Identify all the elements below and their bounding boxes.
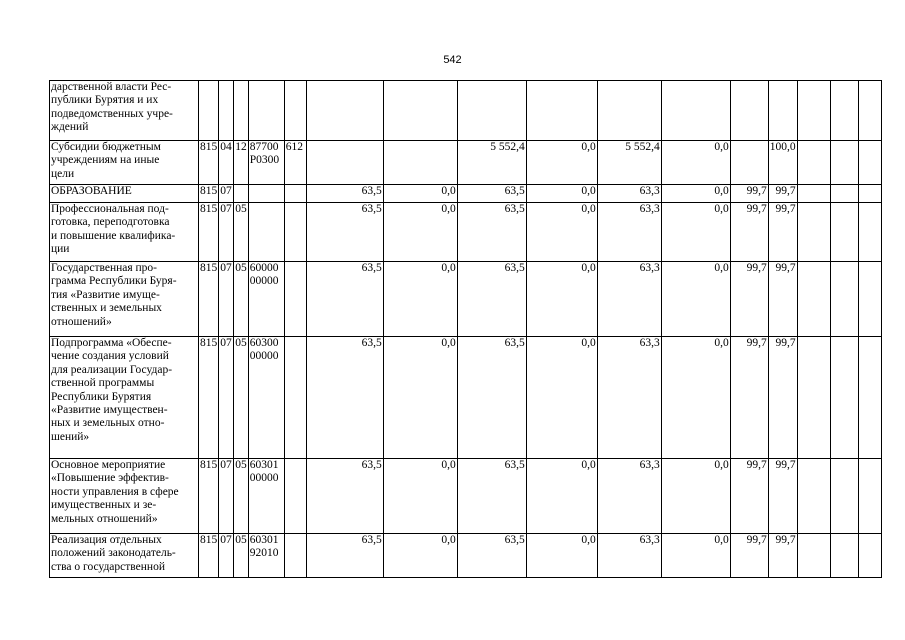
- extra-col-1: [797, 141, 830, 185]
- section-code: 07: [219, 203, 234, 262]
- table-row: [50, 262, 882, 337]
- plan-col-4: 0,0: [526, 203, 597, 262]
- row-name: [50, 459, 199, 534]
- plan-col-1: 63,5: [306, 203, 383, 262]
- extra-col-2: [830, 262, 858, 337]
- plan-col-1: 63,5: [306, 185, 383, 203]
- plan-col-4: 0,0: [526, 534, 597, 578]
- section-code: 07: [219, 337, 234, 459]
- extra-col-2: [830, 185, 858, 203]
- row-name: [50, 262, 199, 337]
- exec-col-1: 63,3: [597, 185, 661, 203]
- subsection-code: 12: [234, 141, 249, 185]
- plan-col-4: [526, 81, 597, 141]
- expense-type-code: [284, 337, 306, 459]
- plan-col-1: 63,5: [306, 337, 383, 459]
- plan-col-2: 0,0: [383, 203, 457, 262]
- extra-col-1: [797, 337, 830, 459]
- section-code: 07: [219, 534, 234, 578]
- percent-col-1: 99,7: [730, 185, 768, 203]
- table-row: [50, 185, 882, 203]
- row-name-line: чение создания условий: [51, 350, 169, 363]
- extra-col-2: [830, 337, 858, 459]
- extra-col-1: [797, 203, 830, 262]
- plan-col-4: 0,0: [526, 262, 597, 337]
- plan-col-2: 0,0: [383, 262, 457, 337]
- row-name: [50, 81, 199, 141]
- plan-col-3: 63,5: [457, 337, 526, 459]
- extra-col-2: [830, 534, 858, 578]
- row-name-line: цели: [51, 167, 75, 180]
- plan-col-2: [383, 81, 457, 141]
- row-name-line: Основное мероприятие: [51, 459, 166, 471]
- percent-col-1: 99,7: [730, 262, 768, 337]
- section-code: 07: [219, 459, 234, 534]
- row-name-line: ственных и земельных: [51, 302, 162, 315]
- expense-type-code: [284, 185, 306, 203]
- extra-col-3: [858, 459, 881, 534]
- table-row: [50, 203, 882, 262]
- row-name-line: и повышение квалифика-: [51, 229, 176, 242]
- row-name-line: Республики Бурятия: [51, 390, 152, 403]
- expense-type-code: [284, 203, 306, 262]
- exec-col-2: 0,0: [661, 141, 730, 185]
- target-article-code: [248, 185, 284, 203]
- plan-col-4: 0,0: [526, 337, 597, 459]
- row-name-line: ОБРАЗОВАНИЕ: [51, 185, 132, 197]
- exec-col-2: 0,0: [661, 262, 730, 337]
- target-article-code: 60000 00000: [248, 262, 284, 337]
- percent-col-1: 99,7: [730, 203, 768, 262]
- row-name-line: ждений: [51, 121, 89, 134]
- expense-type-code: [284, 459, 306, 534]
- exec-col-1: 63,3: [597, 459, 661, 534]
- plan-col-3: 63,5: [457, 534, 526, 578]
- percent-col-2: 99,7: [768, 185, 797, 203]
- percent-col-2: 100,0: [768, 141, 797, 185]
- exec-col-1: 63,3: [597, 262, 661, 337]
- section-code: 07: [219, 262, 234, 337]
- row-name-line: Государственная про-: [51, 262, 158, 274]
- target-article-code: 60301 92010: [248, 534, 284, 578]
- row-name: [50, 337, 199, 459]
- row-name-line: учреждениям на иные: [51, 154, 160, 167]
- row-name-line: ных и земельных отно-: [51, 417, 165, 430]
- exec-col-1: 63,3: [597, 534, 661, 578]
- section-code: 07: [219, 185, 234, 203]
- plan-col-4: 0,0: [526, 185, 597, 203]
- expense-type-code: [284, 534, 306, 578]
- plan-col-2: 0,0: [383, 459, 457, 534]
- target-article-code: 87700 P0300: [248, 141, 284, 185]
- chapter-code: 815: [199, 534, 219, 578]
- exec-col-1: [597, 81, 661, 141]
- extra-col-1: [797, 185, 830, 203]
- plan-col-1: 63,5: [306, 262, 383, 337]
- row-name-line: публики Бурятия и их: [51, 94, 159, 107]
- exec-col-2: 0,0: [661, 459, 730, 534]
- subsection-code: 05: [234, 459, 249, 534]
- extra-col-2: [830, 81, 858, 141]
- row-name-line: грамма Республики Буря-: [51, 275, 177, 288]
- subsection-code: 05: [234, 337, 249, 459]
- table-row: [50, 459, 882, 534]
- row-name-line: «Развитие имуществен-: [51, 404, 168, 417]
- plan-col-1: 63,5: [306, 459, 383, 534]
- extra-col-3: [858, 81, 881, 141]
- row-name-line: ственной программы: [51, 377, 155, 390]
- plan-col-3: 63,5: [457, 185, 526, 203]
- target-article-code: 60301 00000: [248, 459, 284, 534]
- percent-col-2: 99,7: [768, 459, 797, 534]
- plan-col-3: 63,5: [457, 262, 526, 337]
- chapter-code: 815: [199, 262, 219, 337]
- row-name-line: Подпрограмма «Обеспе-: [51, 337, 172, 349]
- plan-col-2: 0,0: [383, 534, 457, 578]
- exec-col-1: 63,3: [597, 337, 661, 459]
- plan-col-3: [457, 81, 526, 141]
- row-name-line: для реализации Государ-: [51, 363, 173, 376]
- plan-col-4: 0,0: [526, 141, 597, 185]
- page-number: 542: [443, 54, 462, 66]
- expense-type-code: 612: [284, 141, 306, 185]
- chapter-code: 815: [199, 337, 219, 459]
- subsection-code: [234, 81, 249, 141]
- row-name: [50, 534, 199, 578]
- plan-col-1: [306, 141, 383, 185]
- plan-col-3: 5 552,4: [457, 141, 526, 185]
- extra-col-1: [797, 459, 830, 534]
- percent-col-1: 99,7: [730, 459, 768, 534]
- expense-type-code: [284, 81, 306, 141]
- row-name-line: дарственной власти Рес-: [51, 81, 172, 93]
- exec-col-1: 63,3: [597, 203, 661, 262]
- target-article-code: 60300 00000: [248, 337, 284, 459]
- extra-col-3: [858, 262, 881, 337]
- percent-col-1: 99,7: [730, 337, 768, 459]
- row-name-line: ции: [51, 243, 70, 256]
- exec-col-2: 0,0: [661, 185, 730, 203]
- chapter-code: 815: [199, 141, 219, 185]
- percent-col-2: 99,7: [768, 534, 797, 578]
- chapter-code: 815: [199, 203, 219, 262]
- subsection-code: 05: [234, 534, 249, 578]
- plan-col-4: 0,0: [526, 459, 597, 534]
- row-name-line: Профессиональная под-: [51, 203, 169, 215]
- extra-col-1: [797, 262, 830, 337]
- target-article-code: [248, 203, 284, 262]
- extra-col-1: [797, 81, 830, 141]
- plan-col-2: [383, 141, 457, 185]
- extra-col-3: [858, 337, 881, 459]
- extra-col-3: [858, 141, 881, 185]
- extra-col-2: [830, 459, 858, 534]
- table-row: [50, 141, 882, 185]
- row-name-line: ности управления в сфере: [51, 485, 179, 498]
- percent-col-2: 99,7: [768, 203, 797, 262]
- row-name-line: отношений»: [51, 315, 112, 328]
- subsection-code: 05: [234, 262, 249, 337]
- plan-col-3: 63,5: [457, 459, 526, 534]
- subsection-code: [234, 185, 249, 203]
- row-name-line: шений»: [51, 430, 90, 443]
- row-name: [50, 203, 199, 262]
- target-article-code: [248, 81, 284, 141]
- row-name-line: Реализация отдельных: [51, 534, 162, 546]
- plan-col-1: 63,5: [306, 534, 383, 578]
- row-name-line: Субсидии бюджетным: [51, 141, 161, 153]
- plan-col-1: [306, 81, 383, 141]
- percent-col-2: [768, 81, 797, 141]
- section-code: [219, 81, 234, 141]
- extra-col-3: [858, 185, 881, 203]
- exec-col-2: 0,0: [661, 337, 730, 459]
- extra-col-2: [830, 141, 858, 185]
- table-row: [50, 534, 882, 578]
- row-name-line: «Повышение эффектив-: [51, 472, 169, 485]
- row-name-line: тия «Развитие имуще-: [51, 288, 160, 301]
- percent-col-2: 99,7: [768, 262, 797, 337]
- row-name: [50, 141, 199, 185]
- percent-col-1: 99,7: [730, 534, 768, 578]
- plan-col-2: 0,0: [383, 185, 457, 203]
- chapter-code: 815: [199, 459, 219, 534]
- exec-col-2: [661, 81, 730, 141]
- row-name-line: мельных отношений»: [51, 512, 158, 525]
- section-code: 04: [219, 141, 234, 185]
- chapter-code: 815: [199, 185, 219, 203]
- extra-col-3: [858, 203, 881, 262]
- subsection-code: 05: [234, 203, 249, 262]
- plan-col-2: 0,0: [383, 337, 457, 459]
- row-name-line: положений законодатель-: [51, 547, 176, 560]
- table-row: [50, 337, 882, 459]
- exec-col-1: 5 552,4: [597, 141, 661, 185]
- table-row: [50, 81, 882, 141]
- extra-col-3: [858, 534, 881, 578]
- chapter-code: [199, 81, 219, 141]
- row-name-line: ства о государственной: [51, 560, 165, 573]
- extra-col-2: [830, 203, 858, 262]
- row-name: [50, 185, 199, 203]
- exec-col-2: 0,0: [661, 534, 730, 578]
- percent-col-1: [730, 81, 768, 141]
- budget-table: [49, 80, 882, 578]
- exec-col-2: 0,0: [661, 203, 730, 262]
- row-name-line: подведомственных учре-: [51, 107, 173, 120]
- row-name-line: готовка, переподготовка: [51, 216, 170, 229]
- extra-col-1: [797, 534, 830, 578]
- percent-col-2: 99,7: [768, 337, 797, 459]
- expense-type-code: [284, 262, 306, 337]
- plan-col-3: 63,5: [457, 203, 526, 262]
- row-name-line: имущественных и зе-: [51, 499, 157, 512]
- percent-col-1: [730, 141, 768, 185]
